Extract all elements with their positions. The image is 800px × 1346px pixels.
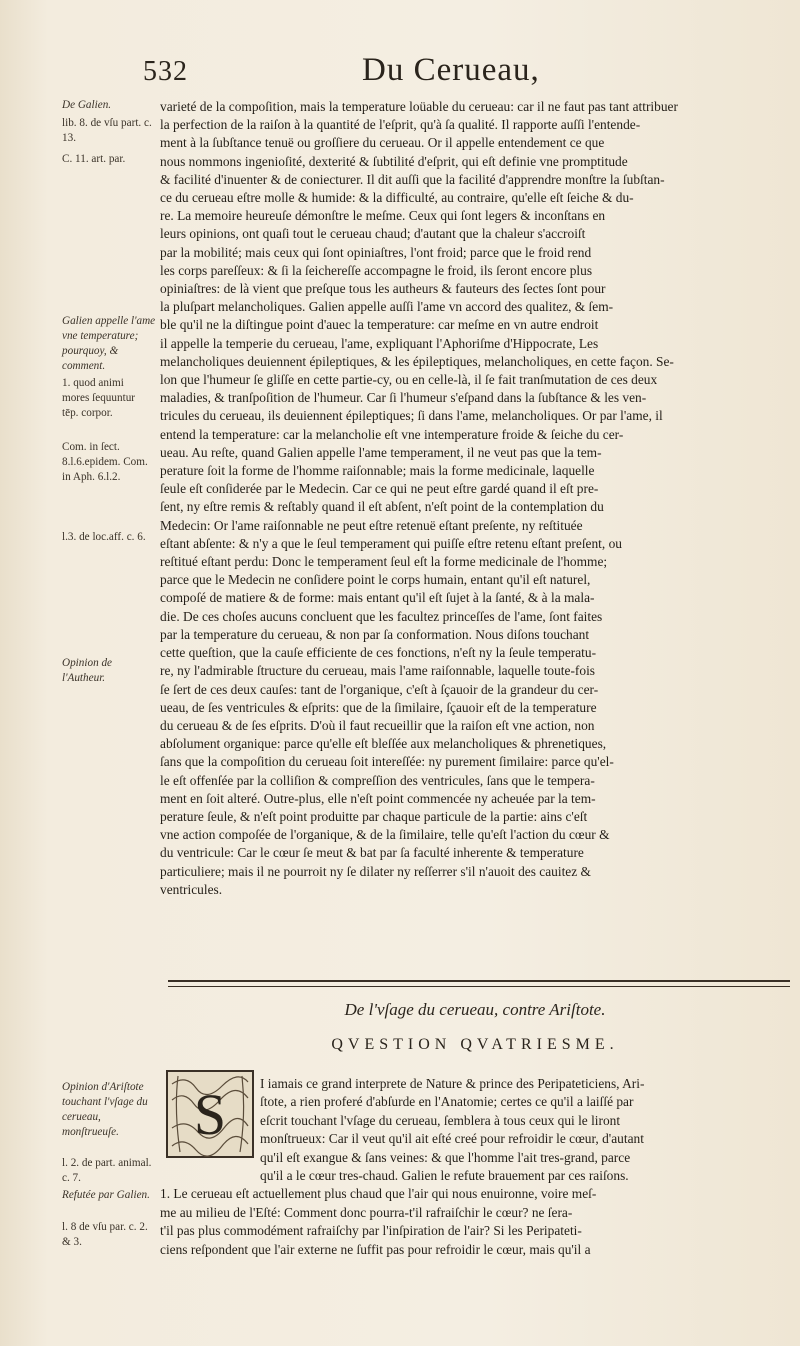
text-line: du ventricule: Car le cœur ſe meut & bat par ſa faculté inherente & temperature — [160, 845, 584, 861]
text-line: reſtitué eſtant perdu: Donc le temperament ſeul eſt la forme medicinale de l'homme; — [160, 554, 608, 570]
margin-note: Opinion d'Ariſtote touchant l'vſage du cerueau, monſtrueuſe. — [62, 1081, 148, 1138]
text-line: ſtote, a rien proferé d'abſurde en l'Anatomie; certes ce qu'il a laiſſé par — [260, 1094, 634, 1110]
text-line: vne action compoſée de l'organique, & de la ſimilaire, telle qu'eſt l'action du cœur & — [160, 827, 610, 843]
text-line: du cerueau & de ſes eſprits. D'où il faut recueillir que la raiſon eſt vne action, non — [160, 717, 595, 733]
text-line: la perfection de la raiſon à la quantité de l'eſprit, qu'à ſa qualité. Il rapporte auſſi l'entende- — [160, 117, 641, 133]
text-line: I iamais ce grand interprete de Nature & prince des Peripateticiens, Ari- — [260, 1076, 645, 1091]
margin-note: Opinion de l'Autheur. — [62, 657, 113, 684]
text-line: opiniaſtres: de là vient que preſque tous les autheurs & fauteurs des ſectes ſont pour — [160, 281, 606, 297]
text-line: par la mobilité; mais ceux qui ſont opiniaſtres, l'ont froid; parce que le froid rend — [160, 244, 592, 260]
text-line: 1. Le cerueau eſt actuellement plus chaud que l'air qui nous enuironne, voire meſ- — [160, 1186, 597, 1202]
text-line: entend la temperature: car la melancholie eſt vne intemperature froide & ſeiche du cer- — [160, 426, 624, 442]
text-line: ueau, de ſes ventricules & eſprits: que de la ſimilaire, ſçauoir eſt de la temperature — [160, 699, 597, 715]
margin-note: l.3. de loc.aff. c. 6. — [62, 531, 146, 543]
question-text — [160, 1075, 790, 1259]
section-divider — [168, 980, 790, 987]
text-line: leurs opinions, ont quaſi tout le cerueau chaud; d'autant que la chaleur s'accroiſt — [160, 226, 586, 242]
text-line: & facilité d'inuenter & de coniecturer. Il dit auſſi que la facilité d'apprendre monſtre la ſubſtan- — [160, 171, 665, 187]
text-line: particuliere; mais il ne pourroit ny ſe dilater ny reſſerrer s'il n'auoit des cauitez & — [160, 863, 591, 879]
text-line: nous nommons ingenioſité, dexterité & ſubtilité d'eſprit, qui eſt definie vne promptitude — [160, 153, 628, 169]
text-line: il appelle la temperie du cerueau, l'ame, expliquant l'Aphoriſme d'Hippocrate, Les — [160, 335, 599, 351]
text-line: monſtrueux: Car il veut qu'il ait eſté creé pour refroidir le cœur, d'autant — [260, 1131, 644, 1147]
text-line: la pluſpart melancholiques. Galien appelle auſſi l'ame vn accord des qualitez, & ſem- — [160, 299, 614, 315]
text-line: qu'il eſt exangue & ſans veines: & que l'homme l'ait tres-grand, parce — [260, 1149, 631, 1165]
text-line: re, ny l'admirable ſtructure du cerueau, mais l'ame raiſonnable, laquelle toute-fois — [160, 663, 596, 679]
page-header — [0, 50, 800, 94]
text-line: perature ſeule, & n'eſt point produitte par chaque particule de la partie: ains c'eſt — [160, 808, 588, 824]
text-line: t'il pas plus commodément rafraiſchy par l'inſpiration de l'air? Si les Peripateti- — [160, 1223, 582, 1239]
text-line: ſe ſert de ces deux cauſes: tant de l'organique, c'eſt à ſçauoir de la grandeur du cer- — [160, 681, 599, 697]
text-line: ſeule eſt conſiderée par le Medecin. Car ce qui ne peut eſtre gardé quand il eſt pre- — [160, 481, 599, 497]
text-line: eſcrit touchant l'vſage du cerueau, ſemblera à tous ceux qui le liront — [260, 1112, 621, 1128]
text-line: cette queſtion, que la cauſe efficiente de ces fonctions, n'eſt ny la ſeule temperatu- — [160, 645, 597, 661]
text-line: die. De ces choſes aucuns concluent que les facultez princeſſes de l'ame, ſont faites — [160, 608, 603, 624]
text-line: perature ſoit la forme de l'homme raiſonnable; mais la forme medicinale, laquelle — [160, 463, 595, 479]
text-line: me au milieu de l'Eſté: Comment donc pourra-t'il rafraiſchir le cœur? ne ſera- — [160, 1204, 573, 1220]
text-line: ſent, ny eſtre remis & reſtably quand il eſt abſent, n'eſt point de la contemplation du — [160, 499, 604, 515]
text-line: compoſé de matiere & de forme: mais entant qu'il eſt ſujet à la ſanté, & à la mala- — [160, 590, 595, 606]
text-line: melancholiques deuiennent épileptiques, & les épileptiques, melancholiques, en cette façon. Se- — [160, 353, 674, 369]
text-line: tricules du cerueau, ils deuiennent épileptiques; ſi dans l'ame, melancholiques. Or par l'ame, il — [160, 408, 663, 424]
text-line: ciens reſpondent que l'air externe ne ſuffit pas pour refroidir le cœur, mais qu'il a — [160, 1241, 591, 1257]
margin-note: De Galien. — [62, 99, 112, 111]
text-line: par la temperature du cerueau, & non par ſa conformation. Nous diſons touchant — [160, 626, 590, 642]
margin-note: 1. quod animi mores ſequuntur tēp. corpor. — [62, 377, 136, 419]
margin-note: lib. 8. de vſu part. c. 13. — [62, 117, 152, 144]
question-heading: QVESTION QVATRIESME. — [331, 1036, 619, 1053]
text-line: ventricules. — [160, 881, 223, 897]
text-line: le eſt offenſée par la colliſion & compreſſion des ventricules, ſans que le tempera- — [160, 772, 595, 788]
text-line: varieté de la compoſition, mais la temperature loüable du cerueau: car il ne faut pas tant attribuer — [160, 99, 678, 114]
drop-cap-letter: S — [193, 1082, 227, 1147]
text-line: ment en ſoit alteré. Outre-plus, elle n'eſt point commencée ny acheuée par la tem- — [160, 790, 596, 806]
margin-note: l. 8 de vſu par. c. 2. & 3. — [62, 1221, 148, 1248]
text-line: ble qu'il ne la diſtingue point d'auec la temperature: car meſme en vn autre endroit — [160, 317, 599, 333]
text-line: abſolument organique: parce qu'elle eſt bleſſée aux melancholiques & phrenetiques, — [160, 736, 607, 752]
text-line: Medecin: Or l'ame raiſonnable ne peut eſtre retenuë eſtant preſente, ny reſtituée — [160, 517, 583, 533]
margin-note: l. 2. de part. animal. c. 7. — [62, 1157, 152, 1184]
running-title: Du Cerueau, — [362, 52, 540, 88]
text-line: eſtant abſente: & n'y a que le ſeul temperament qui puiſſe eſtre retenu eſtant preſent, ou — [160, 535, 622, 551]
text-line: lon que l'humeur ſe gliſſe en cette partie-cy, ou en celle-là, il ſe fait tranſmutation de ces deux — [160, 372, 658, 388]
text-line: ſans que la compoſition du cerueau ſoit intereſſée: ny purement ſimilaire: parce qu'el- — [160, 754, 614, 770]
text-line: maladies, & tranſpoſition de l'humeur. Car ſi l'humeur s'eſpand dans la ſubſtance & les ven- — [160, 390, 647, 406]
margin-note: C. 11. art. par. — [62, 153, 126, 165]
text-line: ment à la ſubſtance tenuë ou groſſiere du cerueau. Or il appelle entendement ce que — [160, 135, 605, 151]
main-text — [160, 98, 790, 899]
text-line: ueau. Au reſte, quand Galien appelle l'ame temperament, il ne veut pas que la tem- — [160, 444, 602, 460]
text-line: les corps pareſſeux: & ſi la ſeichereſſe accompagne le froid, ils ſeront encore plus — [160, 262, 593, 278]
section-title: De l'vſage du cerueau, contre Ariſtote. — [344, 1000, 606, 1019]
margin-note: Com. in ſect. 8.l.6.epidem. Com. in Aph. 6.l.2. — [62, 441, 148, 483]
text-line: ce du cerueau eſtre molle & humide: & la difficulté, au contraire, qu'elle eſt ſeiche & du- — [160, 190, 634, 206]
text-line: qu'il a le cœur tres-chaud. Galien le refute brauement par ces raiſons. — [260, 1168, 629, 1184]
margin-note: Refutée par Galien. — [62, 1189, 150, 1201]
text-line: re. La memoire heureuſe démonſtre le meſme. Ceux qui ſont legers & inconſtans en — [160, 208, 606, 224]
page-number: 532 — [143, 56, 188, 87]
margin-note: Galien appelle l'ame vne temperature; pourquoy, & comment. — [62, 315, 156, 372]
text-line: parce que le Medecin ne conſidere point le corps humain, entant qu'il eſt naturel, — [160, 572, 591, 588]
